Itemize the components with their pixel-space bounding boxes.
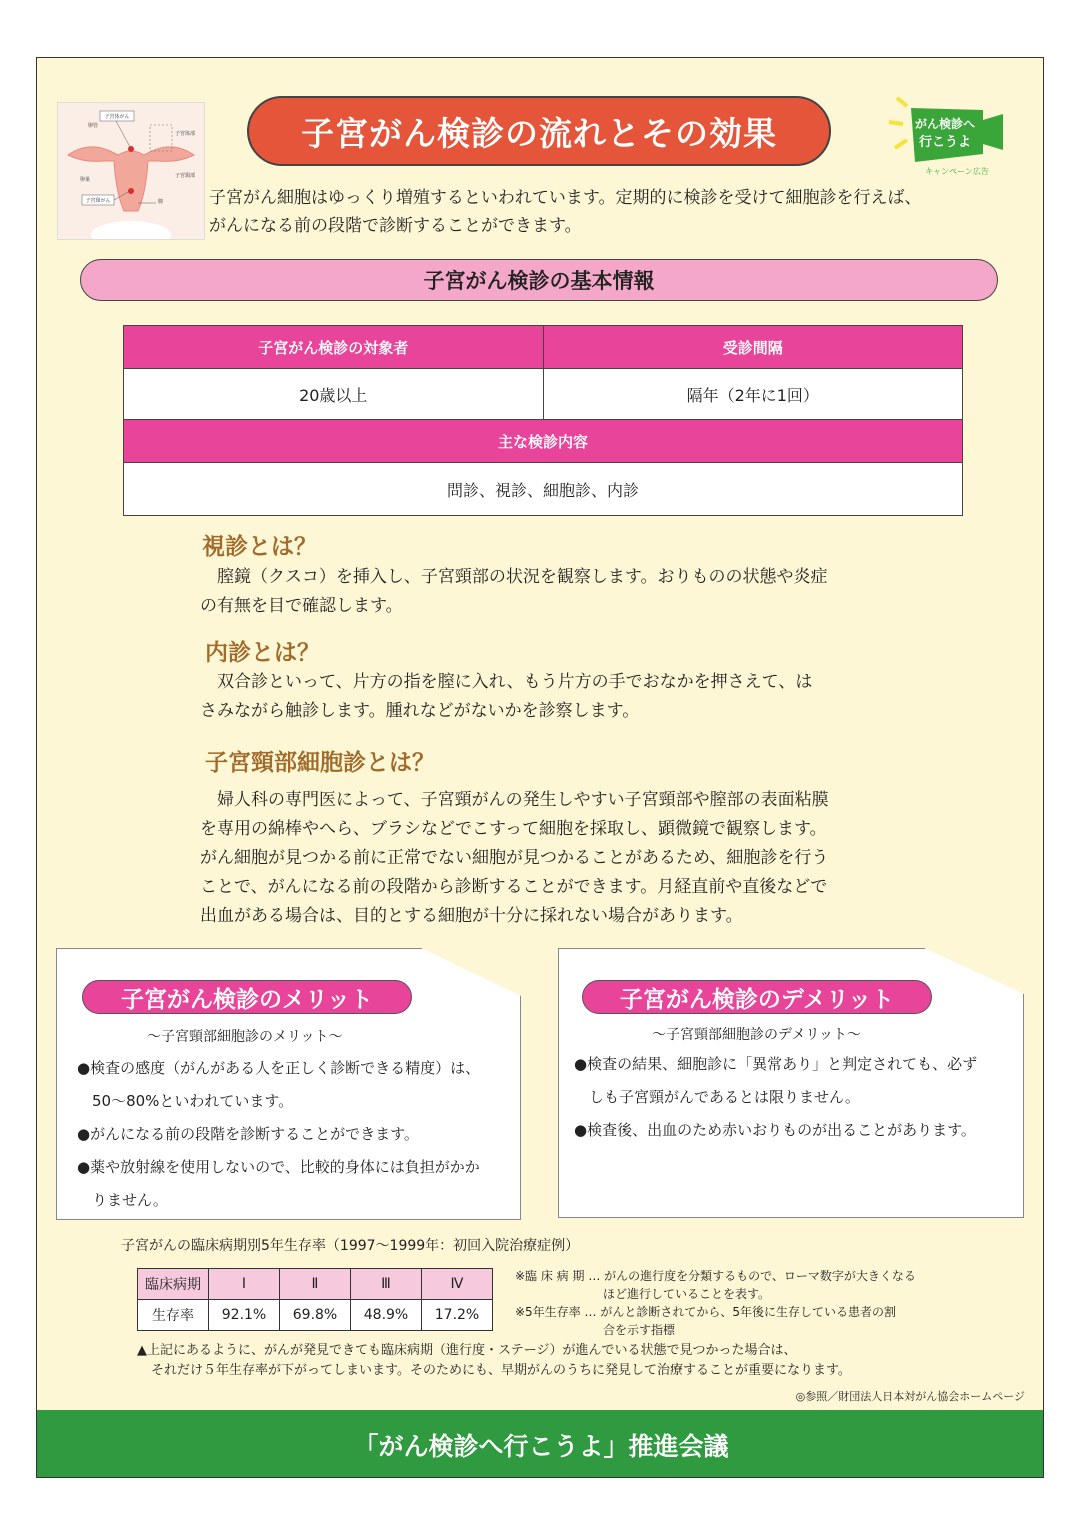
section-body-shishin	[200, 563, 920, 621]
intro-text	[209, 184, 989, 240]
survival-summary	[137, 1341, 1017, 1381]
diagram-label: 膣	[158, 199, 164, 205]
diagram-label: 卵巣	[80, 177, 91, 183]
summary-line: ▲上記にあるように、がんが発見できても臨床病期（進行度・ステージ）が進んでいる状態で見つかった場合は、	[137, 1343, 797, 1358]
survival-caption: 子宮がんの臨床病期別5年生存率（1997～1999年：初回入院治療症例）	[121, 1238, 580, 1254]
note-line: ほど進行していることを表す。	[603, 1287, 771, 1301]
page-title: 子宮がん検診の流れとその効果	[247, 96, 831, 166]
demerit-subtitle: ～子宮頸部細胞診のデメリット～	[652, 1027, 861, 1043]
body-line: の有無を目で確認します。	[200, 596, 403, 616]
intro-line: がんになる前の段階で診断することができます。	[209, 216, 582, 236]
rate-label: 生存率	[138, 1300, 209, 1331]
body-line: 膣鏡（クスコ）を挿入し、子宮頸部の状況を観察します。おりものの状態や炎症	[200, 567, 828, 587]
stage-cell: Ⅱ	[280, 1269, 351, 1300]
list-item: ●薬や放射線を使用しないので、比較的身体には負担がかか	[77, 1158, 480, 1176]
list-item: しも子宮頸がんであるとは限りません。	[574, 1088, 860, 1106]
summary-line: それだけ５年生存率が下がってしまいます。そのためにも、早期がんのうちに発見して治療することが重要になります。	[151, 1363, 851, 1378]
source-note: ◎参照／財団法人日本対がん協会ホームページ	[795, 1390, 1025, 1403]
diagram-label: 子宮体がん	[104, 114, 130, 120]
body-line: さみながら触診します。腫れなどがないかを診察します。	[200, 701, 640, 721]
diagram-label: 子宮体部	[175, 131, 196, 137]
basic-info-heading: 子宮がん検診の基本情報	[80, 259, 998, 301]
content-label: 主な検診内容	[124, 420, 963, 463]
interval-value: 隔年（2年に1回）	[543, 369, 963, 420]
section-title-naishin: 内診とは？	[205, 640, 320, 666]
stage-cell: Ⅲ	[351, 1269, 422, 1300]
diagram-label: 子宮頸部	[175, 173, 196, 179]
list-item: りません。	[77, 1191, 168, 1209]
campaign-line1: がん検診へ	[914, 117, 976, 131]
body-line: がん細胞が見つかる前に正常でない細胞が見つかることがあるため、細胞診を行う	[200, 848, 829, 868]
section-body-saiboushin	[200, 786, 920, 931]
diagram-label: 子宮頸がん	[85, 198, 111, 204]
megaphone-icon	[887, 92, 1017, 182]
demerit-title: 子宮がん検診のデメリット	[582, 980, 932, 1014]
stage-cell: Ⅰ	[209, 1269, 280, 1300]
content-value: 問診、視診、細胞診、内診	[124, 463, 963, 516]
list-item: ●検査の結果、細胞診に「異常あり」と判定されても、必ず	[574, 1055, 978, 1073]
list-item: ●検査の感度（がんがある人を正しく診断できる精度）は、	[77, 1059, 481, 1077]
target-value: 20歳以上	[124, 369, 544, 420]
section-body-naishin	[200, 668, 920, 726]
body-line: を専用の綿棒やへら、ブラシなどでこすって細胞を採取し、顕微鏡で観察します。	[200, 819, 827, 839]
merit-subtitle: ～子宮頸部細胞診のメリット～	[147, 1029, 343, 1045]
body-line: 双合診といって、片方の指を膣に入れ、もう片方の手でおなかを押さえて、は	[200, 672, 813, 692]
note-line: ※5年生存率 … がんと診断されてから、5年後に生存している患者の割	[515, 1305, 896, 1319]
intro-line: 子宮がん細胞はゆっくり増殖するといわれています。定期的に検診を受けて細胞診を行えば、	[209, 188, 922, 208]
stage-label: 臨床病期	[138, 1269, 209, 1300]
survival-table	[137, 1268, 493, 1331]
note-line: 合を示す指標	[603, 1323, 676, 1337]
uterus-diagram	[57, 102, 205, 240]
uterus-illustration-icon	[58, 103, 204, 239]
section-title-shishin: 視診とは？	[202, 534, 317, 560]
target-label: 子宮がん検診の対象者	[124, 326, 544, 369]
section-title-saiboushin: 子宮頸部細胞診とは？	[205, 750, 435, 776]
list-item: 50～80%といわれています。	[77, 1092, 294, 1110]
body-line: 婦人科の専門医によって、子宮頸がんの発生しやすい子宮頸部や膣部の表面粘膜	[200, 790, 829, 810]
note-line: ※臨 床 病 期 … がんの進行度を分類するもので、ローマ数字が大きくなる	[515, 1269, 916, 1283]
rate-cell: 92.1%	[209, 1300, 280, 1331]
interval-label: 受診間隔	[543, 326, 963, 369]
merit-list	[77, 1052, 517, 1217]
body-line: 出血がある場合は、目的とする細胞が十分に採れない場合があります。	[200, 906, 743, 926]
footer-banner: 「がん検診へ行こうよ」推進会議	[37, 1410, 1044, 1478]
list-item: ●がんになる前の段階を診断することができます。	[77, 1125, 419, 1143]
list-item: ●検査後、出血のため赤いおりものが出ることがあります。	[574, 1121, 976, 1139]
poster-frame	[36, 57, 1044, 1478]
demerit-box-corner	[924, 948, 1024, 994]
merit-box-corner	[421, 948, 521, 996]
body-line: ことで、がんになる前の段階から診断することができます。月経直前や直後などで	[200, 877, 828, 897]
rate-cell: 69.8%	[280, 1300, 351, 1331]
stage-cell: Ⅳ	[422, 1269, 493, 1300]
demerit-list	[574, 1048, 1019, 1147]
campaign-line3: キャンペーン広告	[925, 167, 989, 176]
campaign-logo	[887, 92, 1017, 182]
basic-info-table	[123, 325, 963, 516]
rate-cell: 17.2%	[422, 1300, 493, 1331]
stage-notes	[515, 1267, 985, 1339]
campaign-line2: 行こうよ	[918, 135, 972, 150]
rate-cell: 48.9%	[351, 1300, 422, 1331]
merit-title: 子宮がん検診のメリット	[82, 980, 412, 1014]
diagram-label: 卵管	[88, 123, 99, 129]
